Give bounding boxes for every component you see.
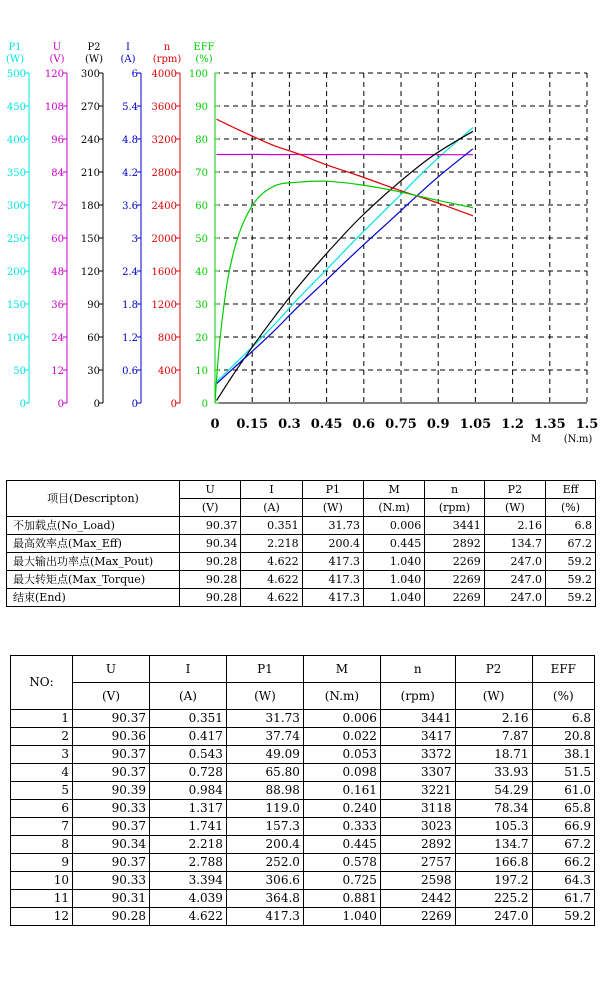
- detail-row-number: 2: [11, 728, 73, 746]
- y-tick-label-eff: 100: [188, 69, 208, 80]
- summary-cell: 2892: [425, 535, 484, 553]
- axis-unit-p1: (W): [5, 54, 25, 65]
- x-tick-label: 0: [210, 417, 220, 432]
- summary-row-label: 最大转矩点(Max_Torque): [7, 571, 180, 589]
- detail-cell: 0.725: [303, 872, 380, 890]
- detail-cell: 51.5: [532, 764, 594, 782]
- detail-cell: 90.37: [73, 746, 150, 764]
- summary-cell: 0.006: [363, 517, 424, 535]
- summary-cell: 0.445: [363, 535, 424, 553]
- detail-cell: 37.74: [226, 728, 303, 746]
- summary-row-label: 最高效率点(Max_Eff): [7, 535, 180, 553]
- summary-cell: 1.040: [363, 589, 424, 607]
- y-tick-label-i: 1.8: [122, 300, 138, 311]
- y-tick-label-p1: 350: [6, 168, 26, 179]
- summary-cell: 90.28: [180, 589, 241, 607]
- detail-cell: 3372: [380, 746, 455, 764]
- y-tick-label-u: 60: [51, 234, 64, 245]
- y-tick-label-p2: 0: [93, 399, 100, 410]
- y-tick-label-u: 48: [51, 267, 64, 278]
- summary-item-header: 项目(Descripton): [7, 481, 180, 517]
- summary-row-label: 最大输出功率点(Max_Pout): [7, 553, 180, 571]
- detail-cell: 31.73: [226, 710, 303, 728]
- detail-cell: 1.741: [149, 818, 226, 836]
- detail-unit-row: [11, 683, 595, 710]
- detail-column-header: I: [149, 656, 226, 683]
- detail-row: [11, 710, 595, 728]
- detail-cell: 3441: [380, 710, 455, 728]
- y-tick-label-n: 4000: [151, 69, 177, 80]
- detail-column-header: U: [73, 656, 150, 683]
- detail-row-number: 9: [11, 854, 73, 872]
- detail-cell: 90.39: [73, 782, 150, 800]
- axis-unit-n: (rpm): [152, 54, 182, 65]
- summary-column-header: n: [425, 481, 484, 499]
- detail-row: [11, 908, 595, 926]
- detail-cell: 0.098: [303, 764, 380, 782]
- x-axis-label: M: [530, 434, 542, 445]
- summary-unit-header: (W): [302, 499, 363, 517]
- summary-unit-header: (N.m): [363, 499, 424, 517]
- detail-unit-header: (A): [149, 683, 226, 710]
- summary-unit-header: (rpm): [425, 499, 484, 517]
- summary-cell: 31.73: [302, 517, 363, 535]
- detail-cell: 105.3: [455, 818, 532, 836]
- detail-header-row: [11, 656, 595, 683]
- summary-table: [6, 480, 596, 607]
- y-tick-label-eff: 80: [195, 135, 208, 146]
- y-tick-label-p2: 240: [80, 135, 100, 146]
- detail-cell: 0.006: [303, 710, 380, 728]
- summary-cell: 247.0: [484, 553, 545, 571]
- detail-row-number: 7: [11, 818, 73, 836]
- detail-row-number: 4: [11, 764, 73, 782]
- detail-cell: 90.36: [73, 728, 150, 746]
- y-tick-label-eff: 60: [195, 201, 208, 212]
- detail-column-header: EFF: [532, 656, 594, 683]
- detail-cell: 65.8: [532, 800, 594, 818]
- detail-cell: 119.0: [226, 800, 303, 818]
- detail-cell: 20.8: [532, 728, 594, 746]
- y-tick-label-n: 2400: [151, 201, 177, 212]
- detail-cell: 0.881: [303, 890, 380, 908]
- detail-cell: 90.34: [73, 836, 150, 854]
- detail-cell: 7.87: [455, 728, 532, 746]
- summary-cell: 90.28: [180, 571, 241, 589]
- y-tick-label-u: 120: [44, 69, 64, 80]
- detail-cell: 3417: [380, 728, 455, 746]
- detail-cell: 4.039: [149, 890, 226, 908]
- axis-title-i: I: [126, 42, 130, 53]
- detail-cell: 38.1: [532, 746, 594, 764]
- y-tick-label-p1: 0: [19, 399, 26, 410]
- y-tick-label-i: 4.8: [122, 135, 138, 146]
- detail-cell: 252.0: [226, 854, 303, 872]
- y-tick-label-p1: 50: [13, 366, 26, 377]
- y-tick-label-i: 2.4: [122, 267, 138, 278]
- y-tick-label-eff: 0: [201, 399, 208, 410]
- y-tick-label-n: 3600: [151, 102, 177, 113]
- x-tick-label: 0.15: [236, 417, 269, 432]
- x-tick-label: 1.5: [575, 417, 599, 432]
- y-tick-label-eff: 50: [195, 234, 208, 245]
- summary-unit-header: (A): [241, 499, 302, 517]
- detail-unit-header: (N.m): [303, 683, 380, 710]
- x-tick-label: 1.05: [459, 417, 492, 432]
- summary-header-row: [7, 481, 596, 499]
- detail-cell: 78.34: [455, 800, 532, 818]
- summary-unit-header: (V): [180, 499, 241, 517]
- y-tick-label-u: 84: [51, 168, 64, 179]
- summary-cell: 417.3: [302, 553, 363, 571]
- y-tick-label-u: 12: [51, 366, 64, 377]
- detail-cell: 0.333: [303, 818, 380, 836]
- detail-row: [11, 872, 595, 890]
- detail-cell: 0.053: [303, 746, 380, 764]
- detail-cell: 90.37: [73, 764, 150, 782]
- detail-row-number: 10: [11, 872, 73, 890]
- detail-cell: 417.3: [226, 908, 303, 926]
- detail-cell: 59.2: [532, 908, 594, 926]
- summary-cell: 2.16: [484, 517, 545, 535]
- detail-row: [11, 800, 595, 818]
- y-tick-label-eff: 70: [195, 168, 208, 179]
- detail-cell: 54.29: [455, 782, 532, 800]
- y-tick-label-p1: 250: [6, 234, 26, 245]
- detail-cell: 64.3: [532, 872, 594, 890]
- y-tick-label-p1: 200: [6, 267, 26, 278]
- y-tick-label-p2: 270: [80, 102, 100, 113]
- summary-cell: 67.2: [546, 535, 596, 553]
- y-tick-label-n: 2000: [151, 234, 177, 245]
- detail-row-number: 6: [11, 800, 73, 818]
- y-tick-label-p1: 150: [6, 300, 26, 311]
- detail-cell: 4.622: [149, 908, 226, 926]
- x-tick-label: 0.75: [385, 417, 417, 432]
- detail-cell: 1.317: [149, 800, 226, 818]
- detail-cell: 2598: [380, 872, 455, 890]
- y-tick-label-i: 1.2: [122, 333, 138, 344]
- y-tick-label-u: 0: [57, 399, 64, 410]
- detail-cell: 306.6: [226, 872, 303, 890]
- summary-cell: 3441: [425, 517, 484, 535]
- summary-cell: 90.34: [180, 535, 241, 553]
- summary-cell: 247.0: [484, 589, 545, 607]
- detail-row-number: 8: [11, 836, 73, 854]
- summary-cell: 59.2: [546, 553, 596, 571]
- y-tick-label-n: 1200: [151, 300, 177, 311]
- y-tick-label-i: 3.6: [122, 201, 138, 212]
- summary-cell: 6.8: [546, 517, 596, 535]
- detail-cell: 3023: [380, 818, 455, 836]
- summary-cell: 90.37: [180, 517, 241, 535]
- y-tick-label-n: 0: [170, 399, 177, 410]
- summary-cell: 2269: [425, 553, 484, 571]
- x-tick-label: 0.6: [352, 417, 376, 432]
- detail-cell: 3221: [380, 782, 455, 800]
- detail-cell: 0.240: [303, 800, 380, 818]
- detail-column-header: P2: [455, 656, 532, 683]
- detail-unit-header: (rpm): [380, 683, 455, 710]
- detail-unit-header: (%): [532, 683, 594, 710]
- summary-cell: 200.4: [302, 535, 363, 553]
- detail-row: [11, 854, 595, 872]
- x-tick-label: 1.2: [501, 417, 524, 432]
- summary-cell: 2.218: [241, 535, 302, 553]
- detail-row: [11, 782, 595, 800]
- detail-cell: 6.8: [532, 710, 594, 728]
- summary-cell: 134.7: [484, 535, 545, 553]
- y-tick-label-p2: 210: [80, 168, 100, 179]
- summary-cell: 90.28: [180, 553, 241, 571]
- summary-cell: 2269: [425, 571, 484, 589]
- detail-cell: 67.2: [532, 836, 594, 854]
- detail-row-number: 3: [11, 746, 73, 764]
- y-tick-label-i: 0: [131, 399, 138, 410]
- detail-row-number: 5: [11, 782, 73, 800]
- detail-cell: 3.394: [149, 872, 226, 890]
- y-tick-label-u: 96: [51, 135, 64, 146]
- detail-table: [10, 655, 595, 926]
- y-tick-label-i: 5.4: [122, 102, 138, 113]
- detail-cell: 2892: [380, 836, 455, 854]
- detail-cell: 225.2: [455, 890, 532, 908]
- detail-cell: 49.09: [226, 746, 303, 764]
- summary-cell: 2269: [425, 589, 484, 607]
- detail-cell: 2757: [380, 854, 455, 872]
- summary-row: [7, 517, 596, 535]
- y-tick-label-n: 2800: [151, 168, 177, 179]
- summary-row: [7, 571, 596, 589]
- detail-cell: 3307: [380, 764, 455, 782]
- detail-cell: 2.218: [149, 836, 226, 854]
- x-tick-label: 0.9: [426, 417, 450, 432]
- detail-row: [11, 890, 595, 908]
- summary-column-header: I: [241, 481, 302, 499]
- y-tick-label-u: 36: [51, 300, 64, 311]
- axis-title-p1: P1: [8, 42, 22, 53]
- detail-cell: 0.984: [149, 782, 226, 800]
- detail-row-number: 11: [11, 890, 73, 908]
- y-tick-label-p1: 400: [6, 135, 26, 146]
- summary-row-label: 不加载点(No_Load): [7, 517, 180, 535]
- detail-cell: 61.0: [532, 782, 594, 800]
- summary-unit-header: (W): [484, 499, 545, 517]
- detail-cell: 0.445: [303, 836, 380, 854]
- y-tick-label-u: 24: [51, 333, 64, 344]
- summary-row-label: 结束(End): [7, 589, 180, 607]
- detail-cell: 90.37: [73, 818, 150, 836]
- detail-cell: 66.9: [532, 818, 594, 836]
- summary-column-header: P1: [302, 481, 363, 499]
- y-tick-label-n: 1600: [151, 267, 177, 278]
- y-tick-label-i: 4.2: [122, 168, 138, 179]
- detail-cell: 2.788: [149, 854, 226, 872]
- summary-cell: 417.3: [302, 589, 363, 607]
- y-tick-label-p2: 30: [87, 366, 100, 377]
- detail-cell: 157.3: [226, 818, 303, 836]
- x-axis-unit: (N.m): [563, 434, 593, 445]
- y-tick-label-eff: 20: [195, 333, 208, 344]
- axis-title-u: U: [52, 42, 62, 53]
- detail-cell: 0.417: [149, 728, 226, 746]
- axis-title-eff: EFF: [193, 42, 215, 53]
- detail-row-number: 12: [11, 908, 73, 926]
- y-tick-label-i: 6: [131, 69, 138, 80]
- y-tick-label-i: 3: [131, 234, 138, 245]
- axis-unit-u: (V): [49, 54, 65, 65]
- y-tick-label-p1: 300: [6, 201, 26, 212]
- detail-row: [11, 728, 595, 746]
- y-tick-label-p2: 60: [87, 333, 100, 344]
- detail-column-header: P1: [226, 656, 303, 683]
- summary-row: [7, 535, 596, 553]
- summary-cell: 59.2: [546, 571, 596, 589]
- y-tick-label-p2: 180: [80, 201, 100, 212]
- detail-cell: 197.2: [455, 872, 532, 890]
- detail-row: [11, 836, 595, 854]
- detail-cell: 0.351: [149, 710, 226, 728]
- summary-cell: 0.351: [241, 517, 302, 535]
- detail-row-number: 1: [11, 710, 73, 728]
- summary-cell: 1.040: [363, 571, 424, 589]
- detail-cell: 33.93: [455, 764, 532, 782]
- series-line-i: [217, 149, 473, 384]
- detail-cell: 66.2: [532, 854, 594, 872]
- detail-cell: 0.022: [303, 728, 380, 746]
- summary-cell: 4.622: [241, 589, 302, 607]
- detail-cell: 200.4: [226, 836, 303, 854]
- detail-unit-header: (W): [226, 683, 303, 710]
- detail-cell: 90.33: [73, 800, 150, 818]
- summary-cell: 59.2: [546, 589, 596, 607]
- y-tick-label-n: 400: [157, 366, 177, 377]
- summary-column-header: M: [363, 481, 424, 499]
- detail-cell: 61.7: [532, 890, 594, 908]
- summary-column-header: P2: [484, 481, 545, 499]
- detail-cell: 166.8: [455, 854, 532, 872]
- summary-cell: 4.622: [241, 553, 302, 571]
- detail-no-header: NO:: [11, 656, 73, 710]
- y-tick-label-p2: 300: [80, 69, 100, 80]
- detail-cell: 134.7: [455, 836, 532, 854]
- y-tick-label-u: 72: [51, 201, 64, 212]
- y-tick-label-p2: 150: [80, 234, 100, 245]
- detail-cell: 2442: [380, 890, 455, 908]
- x-tick-label: 1.35: [533, 417, 566, 432]
- detail-row: [11, 818, 595, 836]
- y-tick-label-p2: 90: [87, 300, 100, 311]
- detail-row: [11, 746, 595, 764]
- axis-title-p2: P2: [87, 42, 101, 53]
- detail-cell: 88.98: [226, 782, 303, 800]
- detail-cell: 90.28: [73, 908, 150, 926]
- detail-cell: 0.161: [303, 782, 380, 800]
- detail-cell: 0.728: [149, 764, 226, 782]
- detail-column-header: M: [303, 656, 380, 683]
- y-tick-label-n: 800: [157, 333, 177, 344]
- detail-row: [11, 764, 595, 782]
- summary-cell: 247.0: [484, 571, 545, 589]
- detail-unit-header: (V): [73, 683, 150, 710]
- detail-cell: 2.16: [455, 710, 532, 728]
- y-tick-label-n: 3200: [151, 135, 177, 146]
- detail-cell: 18.71: [455, 746, 532, 764]
- summary-column-header: U: [180, 481, 241, 499]
- detail-column-header: n: [380, 656, 455, 683]
- detail-cell: 65.80: [226, 764, 303, 782]
- detail-cell: 90.31: [73, 890, 150, 908]
- detail-cell: 3118: [380, 800, 455, 818]
- detail-cell: 90.37: [73, 854, 150, 872]
- y-tick-label-p2: 120: [80, 267, 100, 278]
- y-tick-label-p1: 100: [6, 333, 26, 344]
- summary-column-header: Eff: [546, 481, 596, 499]
- detail-cell: 0.543: [149, 746, 226, 764]
- summary-cell: 1.040: [363, 553, 424, 571]
- y-tick-label-i: 0.6: [122, 366, 138, 377]
- detail-cell: 90.33: [73, 872, 150, 890]
- detail-cell: 1.040: [303, 908, 380, 926]
- y-tick-label-eff: 30: [195, 300, 208, 311]
- y-tick-label-p1: 450: [6, 102, 26, 113]
- y-tick-label-p1: 500: [6, 69, 26, 80]
- summary-row: [7, 553, 596, 571]
- x-tick-label: 0.3: [278, 417, 301, 432]
- summary-cell: 4.622: [241, 571, 302, 589]
- summary-cell: 417.3: [302, 571, 363, 589]
- detail-unit-header: (W): [455, 683, 532, 710]
- summary-row: [7, 589, 596, 607]
- axis-title-n: n: [163, 42, 171, 53]
- axis-unit-p2: (W): [84, 54, 104, 65]
- detail-cell: 364.8: [226, 890, 303, 908]
- y-tick-label-eff: 10: [195, 366, 208, 377]
- y-tick-label-eff: 90: [195, 102, 208, 113]
- detail-cell: 90.37: [73, 710, 150, 728]
- detail-cell: 247.0: [455, 908, 532, 926]
- y-tick-label-eff: 40: [195, 267, 208, 278]
- y-tick-label-u: 108: [44, 102, 64, 113]
- motor-performance-chart: [0, 0, 600, 450]
- detail-cell: 2269: [380, 908, 455, 926]
- summary-unit-header: (%): [546, 499, 596, 517]
- x-tick-label: 0.45: [310, 417, 343, 432]
- detail-cell: 0.578: [303, 854, 380, 872]
- axis-unit-i: (A): [120, 54, 136, 65]
- axis-unit-eff: (%): [195, 54, 213, 65]
